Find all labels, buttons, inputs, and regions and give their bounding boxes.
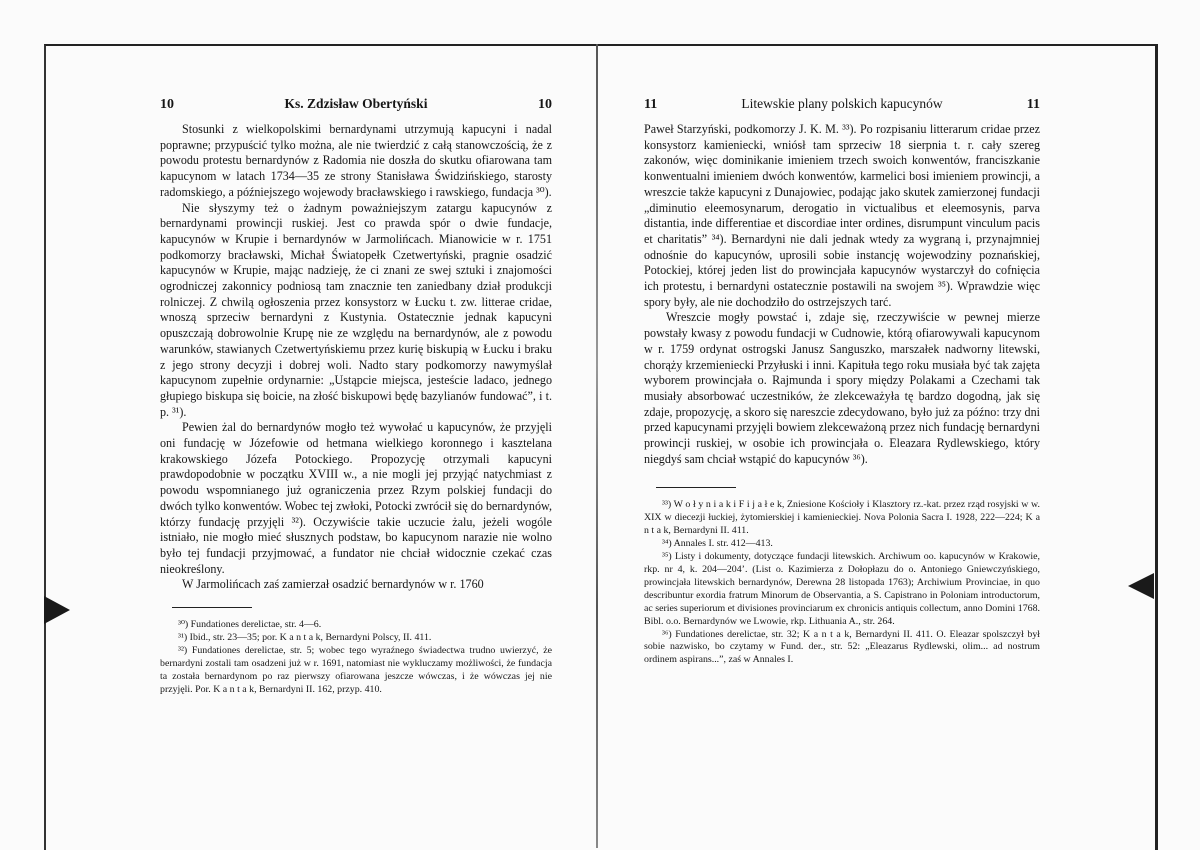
paragraph: Paweł Starzyński, podkomorzy J. K. M. ³³). Po rozpisaniu litterarum cridae przez konsystorz kamieniecki, wniósł tam sprzeciw 18 sierpnia t. r. cały szereg zakonów, więc dominikanie imieniem trzech swoich konwentów, franciszkanie konwentualni imieniem dwóch konwentów, karmelici bosi imieniem prowincji, a wreszcie także kapucyni z Dunajowiec, podając jako skutek zamierzonej fundacji „diminutio eleemosynarum, derogatio in victualibus et eleemosynis, parva distantia, inde differentiae et discordiae inter ordines, disrumpunt vinculum pacis et charitatis” ³⁴). Bernardyni nie dali jednak wtedy za wygraną i, przynajmniej odnośnie do kapucynów, uprosili sobie instancję wojewodziny poznańskiej, Potockiej, której jeden list do prowincjała kapucynów wystarczył do cofnięcia ich protestu, i bernardyni ostatecznie postawili na swojem ³⁵). Wprawdzie więc spory były, ale nie dochodziło do ostrzejszych tarć.	[644, 122, 1040, 309]
running-head-title: Ks. Zdzisław Obertyński	[284, 96, 428, 111]
footnote-rule	[656, 487, 736, 488]
left-body-text	[160, 122, 552, 593]
footnote: ³⁶) Fundationes derelictae, str. 32; K a n t a k, Bernardyni II. 411. O. Eleazar spolszczył był sobie nazwisko, bo czytamy w Fund. der., str. 52: „Eleazarus Rydlewski, olim... ad nostrum ordinem aspirans...”, zaś w Annales I.	[644, 628, 1040, 666]
paragraph: Nie słyszymy też o żadnym poważniejszym zatargu kapucynów z bernardynami prowincji ruskiej. Jest co prawda spór o dwie fundacje, kapucynów w Krupie i bernardynów w Jarmolińcach. Mianowicie w r. 1751 podkomorzy bracławski, Michał Światopełk Czetwertyński, pragnie osadzić kapucynów w Krupie, mając nadzieję, że ci znani ze swej sztuki i znajomości ogrodniczej zakonnicy podniosą tam znacznie ten zaniedbany dział produkcji rolniczej. Z chwilą ogłoszenia przez konsystorz w Łucku t. zw. litterae cridae, wnoszą sprzeciw bernardyni z Kustynia. Ostatecznie jednak kapucyni opuszczają dobrowolnie Krupę nie ze względu na bernardynów, ale z powodu warunków, stawianych Czetwertyńskiemu przez kurię biskupią w Łucku i braku z jego strony decyzji i dobrej woli. Nadto stary podkomorzy nawymyślał kapucynom zupełnie ordynarnie: „Ustąpcie miejsca, jesteście ladaco, jednego głupiego biskupa się boicie, na złość biskupowi będę bazylianów fundować”, i t. p. ³¹).	[160, 200, 552, 419]
footnote-rule	[172, 607, 252, 608]
right-running-head	[644, 96, 1040, 113]
paragraph: Stosunki z wielkopolskimi bernardynami utrzymują kapucyni i nadal poprawne; przypuścić tylko można, ale nie twierdzić z całą stanowczością, że z powodu protestu bernardynów z Radomia nie doszła do skutku ofiarowana tam kapucynom w latach 1734—35 ze strony Stanisława Świdzińskiego, starosty radomskiego, a późniejszego wojewody bracławskiego i rawskiego, fundacja ³⁰).	[160, 122, 552, 199]
binding-clip-left	[44, 596, 70, 624]
left-footnotes	[160, 619, 552, 696]
footnote: ³⁴) Annales I. str. 412—413.	[662, 538, 773, 550]
paragraph: W Jarmolińcach zaś zamierzał osadzić bernardynów w r. 1760	[182, 577, 484, 592]
left-page	[160, 96, 552, 697]
footnote: ³⁵) Listy i dokumenty, dotyczące fundacji litewskich. Archiwum oo. kapucynów w Krakowie, rkp. nr 4, k. 204—204’. (List o. Kazimierza z Dołopłazu do o. Antoniego Gniewczyńskiego, prowincjała litewskich bernardynów, Derewna 28 listopada 1763); Archiwium Provinciae, in quo describuntur exordia fratrum Minorum de Observantia, a S. Capistrano in Poloniam introductorum, ac series superiorum et divisiones provinciarum ex chronicis antiquis collectum, anno Domini 1768. Bibl. o.o. Bernardynów we Lwowie, rkp. Lithuania A., str. 264.	[644, 551, 1041, 627]
left-running-head	[160, 96, 552, 113]
right-page	[644, 96, 1040, 667]
right-footnotes	[644, 499, 1040, 667]
page-number: 11	[1026, 97, 1040, 112]
page-number: 11	[644, 97, 658, 112]
binding-clip-right	[1128, 573, 1154, 599]
footnote: ³¹) Ibid., str. 23—35; por. K a n t a k, Bernardyni Polscy, II. 411.	[178, 632, 432, 643]
footnote: ³³) W o ł y n i a k i F i j a ł e k, Zniesione Kościoły i Klasztory rz.-kat. przez rząd rosyjski w w. XIX w diecezji łuckiej, żytomierskiej i kamienieckiej. Nova Polonia Sacra I. 1928, 222—224; K a n t a k, Bernardyni II. 411.	[644, 499, 1040, 537]
page-number: 10	[160, 97, 174, 112]
book-gutter	[596, 44, 598, 848]
paragraph: Wreszcie mogły powstać i, zdaje się, rzeczywiście w pewnej mierze powstały kwasy z powodu fundacji w Cudnowie, którą ofiarowywali kapucynom w r. 1759 ordynat ostrogski Janusz Sanguszko, marszałek nadworny litewski, chorąży krzemieniecki Przyłuski i inni. Kapituła tego roku musiała być tak zajęta wyborem prowincjała o. Rajmunda i spory między Polakami a Czechami tak musiały absorbować uczestników, że zlekceważyła tę bardzo dogodną, jak się zdaje, propozycję, a skoro się nareszcie zdecydowano, było już za późno: trzy dni przed kapucynami przyjęli bowiem zlekceważoną przez nich fundację bernardyni prowincji ruskiej, w osobie ich prowincjała o. Eleazara Rydlewskiego, który niegdyś sam chciał wstąpić do kapucynów ³⁶).	[644, 310, 1040, 466]
footnote: ³⁰) Fundationes derelictae, str. 4—6.	[178, 619, 322, 631]
paragraph: Pewien żal do bernardynów mogło też wywołać u kapucynów, że przyjęli oni fundację w Józefowie od hetmana wielkiego koronnego i kasztelana krakowskiego Józefa Potockiego. Propozycję otrzymali kapucyni prawdopodobnie w początku XVIII w., a nie mogli jej przyjąć natychmiast z powodu wspomnianego już ograniczenia przez Rzym polskiej fundacji do dwóch tylko konwentów. Wobec tej zwłoki, Potocki zwrócił się do bernardynów, którzy fundację przyjęli ³²). Oczywiście takie uczucie żalu, jeżeli wogóle istniało, nie mogło mieć słusznych podstaw, bo kapucynom narazie nie wolno było tej fundacji przyjmować, a fundator nie chciał widocznie czekać czas nieokreślony.	[160, 420, 552, 576]
page-number: 10	[538, 97, 552, 112]
footnote: ³²) Fundationes derelictae, str. 5; wobec tego wyraźnego świadectwa trudno uwierzyć, że bernardyni zostali tam osadzeni już w r. 1691, natomiast nie wykluczamy możliwości, że fundacja ta została bernardynom po raz pierwszy ofiarowana jeszcze wówczas, i że wówczas jej nie przyjęli. Por. K a n t a k, Bernardyni II. 162, przyp. 410.	[160, 644, 552, 695]
right-body-text	[644, 122, 1040, 467]
running-head-title: Litewskie plany polskich kapucynów	[741, 96, 943, 111]
